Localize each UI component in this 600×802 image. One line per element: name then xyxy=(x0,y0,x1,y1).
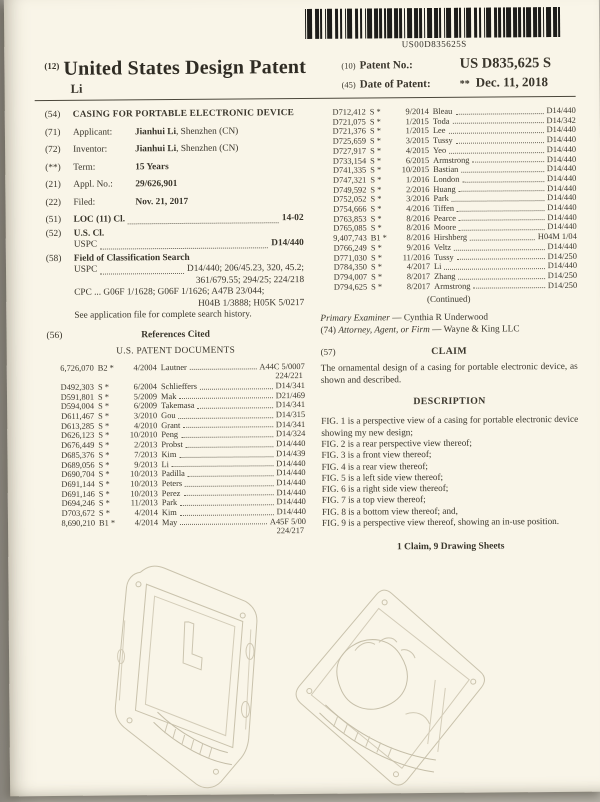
figure-description-line: FIG. 5 is a left side view thereof; xyxy=(321,471,444,483)
dotted-leader xyxy=(454,242,545,250)
reference-row: D712,412 S * 9/2014 Bleau D14/440 xyxy=(332,105,576,117)
dotted-leader xyxy=(449,145,544,153)
document-header xyxy=(4,48,599,98)
dotted-leader xyxy=(457,252,545,260)
dotted-leader xyxy=(186,439,273,447)
figure-description-line: FIG. 7 is a top view thereof; xyxy=(321,494,426,506)
us-patent-documents-heading: U.S. PATENT DOCUMENTS xyxy=(116,345,236,356)
reference-row-continuation: 224/221 xyxy=(275,371,303,381)
patent-no-code: (10) xyxy=(341,60,356,71)
loc-classification: (51) LOC (11) Cl. 14-02 xyxy=(45,213,304,226)
dotted-leader xyxy=(180,507,274,515)
dotted-leader xyxy=(462,174,544,182)
claim-text: The ornamental design of a casing for portable electronic device, as shown and described. xyxy=(320,362,578,386)
dotted-leader xyxy=(180,498,273,506)
dotted-leader xyxy=(181,430,273,438)
reference-row: D703,672 S * 4/2014 Kim D14/440 xyxy=(61,507,306,518)
dotted-leader xyxy=(456,135,544,143)
us-class-heading: (52) U.S. Cl. xyxy=(45,228,105,239)
invention-title: (54) CASING FOR PORTABLE ELECTRONIC DEVICE xyxy=(44,108,295,121)
description-heading: DESCRIPTION xyxy=(413,395,486,408)
dotted-leader xyxy=(455,106,543,114)
date-code: (45) xyxy=(341,79,356,90)
reference-row: D766,249 S * 9/2016 Veltz D14/440 xyxy=(333,241,577,253)
field-of-search-heading: (58) Field of Classification Search xyxy=(45,252,190,264)
attorney-line: (74) Attorney, Agent, or Firm — Wayne & King LLC xyxy=(320,324,520,337)
claim-heading: (57) CLAIM xyxy=(320,346,468,358)
figure-9-drawing xyxy=(284,584,498,800)
reference-row: 6,726,070 B2 * 4/2004 Lautner A44C 5/0007 xyxy=(60,361,305,373)
figure-description-line: FIG. 6 is a right side view thereof; xyxy=(321,483,449,495)
dotted-leader xyxy=(459,213,544,221)
dotted-leader xyxy=(185,478,273,486)
dotted-leader xyxy=(200,381,273,389)
reference-row: D690,704 S * 10/2013 Padilla D14/440 xyxy=(61,468,306,480)
dotted-leader xyxy=(452,193,544,201)
term-asterisks: ** xyxy=(459,78,470,90)
references-list-left xyxy=(47,361,306,538)
right-column xyxy=(319,106,579,553)
body-columns xyxy=(5,97,600,556)
reference-row: D727,917 S * 4/2015 Yeo D14/440 xyxy=(332,144,577,156)
patent-no-label: Patent No.: xyxy=(359,59,413,72)
figure-description-line: FIG. 4 is a rear view thereof; xyxy=(321,460,428,472)
figure-description-line: FIG. 9 is a perspective view thereof, showing an in-use position. xyxy=(321,516,560,528)
barcode-text: US00D835625S xyxy=(401,38,467,50)
dotted-leader xyxy=(180,517,267,525)
inventor-field: (72) Inventor: Jianhui Li, Shenzhen (CN) xyxy=(45,143,239,156)
dotted-leader xyxy=(458,271,544,279)
patent-number: US D835,625 S xyxy=(459,55,552,72)
figure-1-drawing xyxy=(94,559,286,798)
page-title: United States Design Patent xyxy=(63,55,307,80)
kind-code: (12) xyxy=(44,60,60,72)
reference-row: D591,801 S * 5/2009 Mak D21/469 xyxy=(60,390,306,402)
patent-date: ** Dec. 11, 2018 xyxy=(459,74,548,90)
reference-row: D733,154 S * 6/2015 Armstrong D14/440 xyxy=(332,154,577,166)
figure-description-line: FIG. 8 is a bottom view thereof; and, xyxy=(321,505,458,517)
dotted-leader xyxy=(179,449,273,457)
applicant-field: (71) Applicant: Jianhui Li, Shenzhen (CN) xyxy=(44,126,239,138)
dotted-leader xyxy=(188,468,273,476)
date-label: Date of Patent: xyxy=(359,78,431,91)
dotted-leader xyxy=(448,126,543,134)
filed-date-field: (22) Filed: Nov. 21, 2017 xyxy=(45,196,189,208)
reference-row: D721,075 S * 1/2015 Toda D14/342 xyxy=(332,115,576,127)
dotted-leader xyxy=(190,362,257,370)
dotted-leader xyxy=(473,281,544,289)
field-uspc-line-2: 361/679.55; 294/25; 224/218 xyxy=(195,274,305,286)
reference-row: D689,056 S * 9/2013 Li D14/440 xyxy=(61,458,306,470)
figure-description-line: FIG. 2 is a rear perspective view thereof; xyxy=(321,437,472,449)
reference-row: D752,052 S * 3/2016 Park D14/440 xyxy=(333,193,577,205)
reference-row: D725,659 S * 3/2015 Tussy D14/440 xyxy=(332,134,577,146)
drawing-sheet-preview xyxy=(8,551,600,798)
uspc-line: USPC D14/440 xyxy=(73,238,304,250)
figure-description-list xyxy=(321,414,579,529)
reference-row: D611,467 S * 3/2010 Gou D14/315 xyxy=(61,410,306,421)
reference-row: D613,285 S * 4/2010 Grant D14/341 xyxy=(60,419,306,431)
dotted-leader xyxy=(452,116,543,124)
dotted-leader xyxy=(470,232,535,240)
reference-row: D754,666 S * 4/2016 Tiffen D14/440 xyxy=(333,202,577,214)
figure-description-line: FIG. 1 is a perspective view of a casing for portable electronic device showing my new design; xyxy=(321,414,579,438)
dotted-leader xyxy=(457,203,544,211)
reference-row: D694,246 S * 11/2013 Park D14/440 xyxy=(61,497,306,509)
reference-row: D594,004 S * 6/2009 Takemasa D14/341 xyxy=(60,400,306,412)
reference-row: D771,030 S * 11/2016 Tussy D14/250 xyxy=(333,251,577,263)
dotted-leader xyxy=(183,488,273,496)
reference-row: D784,350 S * 4/2017 Li D14/440 xyxy=(333,261,578,273)
dotted-leader xyxy=(179,410,273,418)
reference-row: D749,592 S * 2/2016 Huang D14/440 xyxy=(333,183,577,195)
barcode-image xyxy=(305,7,563,39)
reference-row: 8,690,210 B1 * 4/2014 May A45F 5/00 xyxy=(61,516,307,528)
term-field: (**) Term: 15 Years xyxy=(45,161,169,173)
reference-row: D676,449 S * 2/2013 Probst D14/440 xyxy=(61,439,306,451)
claims-sheets-note: 1 Claim, 9 Drawing Sheets xyxy=(396,541,505,553)
reference-row: D765,085 S * 8/2016 Moore D14/440 xyxy=(333,222,577,234)
dotted-leader xyxy=(197,401,272,409)
reference-row: D492,303 S * 6/2004 Schlieffers D14/341 xyxy=(60,380,305,392)
reference-row: D721,376 S * 1/2015 Lee D14/440 xyxy=(332,125,576,137)
barcode-block xyxy=(305,7,563,50)
dotted-leader xyxy=(183,420,273,428)
field-cpc-line: CPC ... G06F 1/1628; G06F 1/1626; A47B 23/044; xyxy=(74,286,265,298)
dotted-leader xyxy=(172,459,273,467)
figure-description-line: FIG. 3 is a front view thereof; xyxy=(321,449,432,461)
references-list-right xyxy=(319,106,577,292)
dotted-leader xyxy=(444,261,544,269)
dotted-leader xyxy=(459,223,544,231)
reference-row: 9,407,743 B1 * 8/2016 Hirshberg H04M 1/04 xyxy=(333,231,577,243)
continued-note: (Continued) xyxy=(426,294,471,305)
reference-row: D691,144 S * 10/2013 Peters D14/440 xyxy=(61,477,306,489)
reference-row: D691,146 S * 10/2013 Perez D14/440 xyxy=(61,487,306,499)
dotted-leader xyxy=(472,155,543,163)
search-history-note: See application file for complete search history. xyxy=(74,309,252,321)
dotted-leader xyxy=(459,184,544,192)
reference-row: D741,335 S * 10/2015 Bastian D14/440 xyxy=(332,164,577,175)
reference-row: D794,625 S * 8/2017 Armstrong D14/250 xyxy=(333,280,578,292)
field-uspc-line: USPC D14/440; 206/45.23, 320, 45.2; xyxy=(73,263,305,275)
reference-row: D763,853 S * 8/2016 Pearce D14/440 xyxy=(333,212,577,224)
reference-row: D685,376 S * 7/2013 Kim D14/439 xyxy=(61,448,306,460)
reference-row: D626,123 S * 10/2010 Peng D14/324 xyxy=(60,429,306,441)
dotted-leader xyxy=(128,213,279,224)
reference-row: D794,007 S * 8/2017 Zhang D14/250 xyxy=(333,270,578,282)
left-column xyxy=(45,108,306,555)
dotted-leader xyxy=(461,164,544,172)
patent-document-page xyxy=(4,0,600,796)
dotted-leader xyxy=(100,264,184,274)
reference-row: D747,321 S * 1/2016 London D14/440 xyxy=(332,173,577,185)
inventor-surname: Li xyxy=(70,81,83,96)
application-number-field: (21) Appl. No.: 29/626,901 xyxy=(45,178,178,191)
primary-examiner-line: Primary Examiner — Cynthia R Underwood xyxy=(320,312,489,325)
field-cpc-line-2: H04B 1/3888; H05K 5/0217 xyxy=(198,297,305,309)
dotted-leader xyxy=(100,238,268,249)
dotted-leader xyxy=(179,391,272,399)
references-cited-heading: (56) References Cited xyxy=(46,329,210,341)
reference-row-continuation: 224/217 xyxy=(276,526,305,536)
